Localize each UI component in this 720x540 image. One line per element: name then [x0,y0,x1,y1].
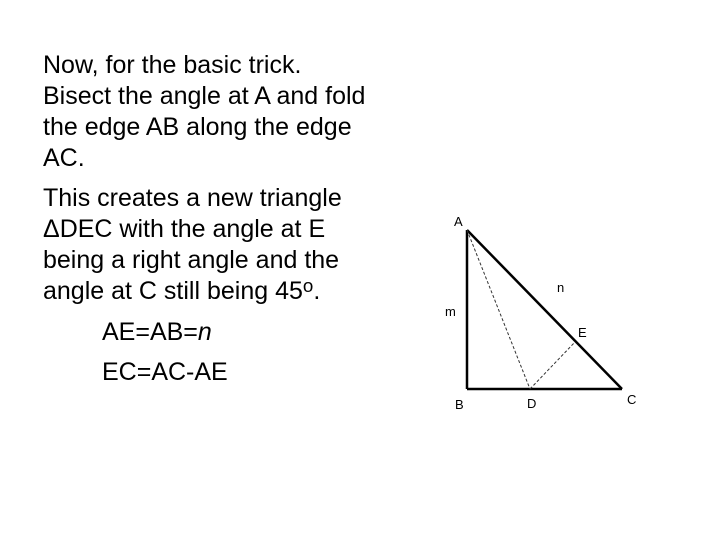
degree-symbol: o [302,275,314,297]
text-line: Now, for the basic trick. [43,51,302,79]
text-line: being a right angle and the [43,246,340,274]
label-e: E [578,325,587,340]
sentence-end: . [313,277,321,305]
label-n: n [557,280,565,295]
label-d: D [527,396,537,411]
variable-n: n [197,318,212,346]
text-line: ΔDEC with the angle at E [43,215,326,243]
label-b: B [455,397,464,412]
label-a: A [454,214,463,229]
label-c: C [627,392,637,407]
angle-text: angle at C still being 45 [43,277,303,305]
bisector-ad [467,230,530,389]
equation-ae-prefix: AE=AB= [102,318,198,346]
equation-ec: EC=AC-AE [102,358,228,386]
edge-ac [467,230,622,389]
fold-de [530,342,575,389]
text-line: Bisect the angle at A and fold [43,82,366,110]
label-m: m [445,304,456,319]
text-line: AC. [43,144,85,172]
text-line: This creates a new triangle [43,184,342,212]
text-line: the edge AB along the edge [43,113,352,141]
